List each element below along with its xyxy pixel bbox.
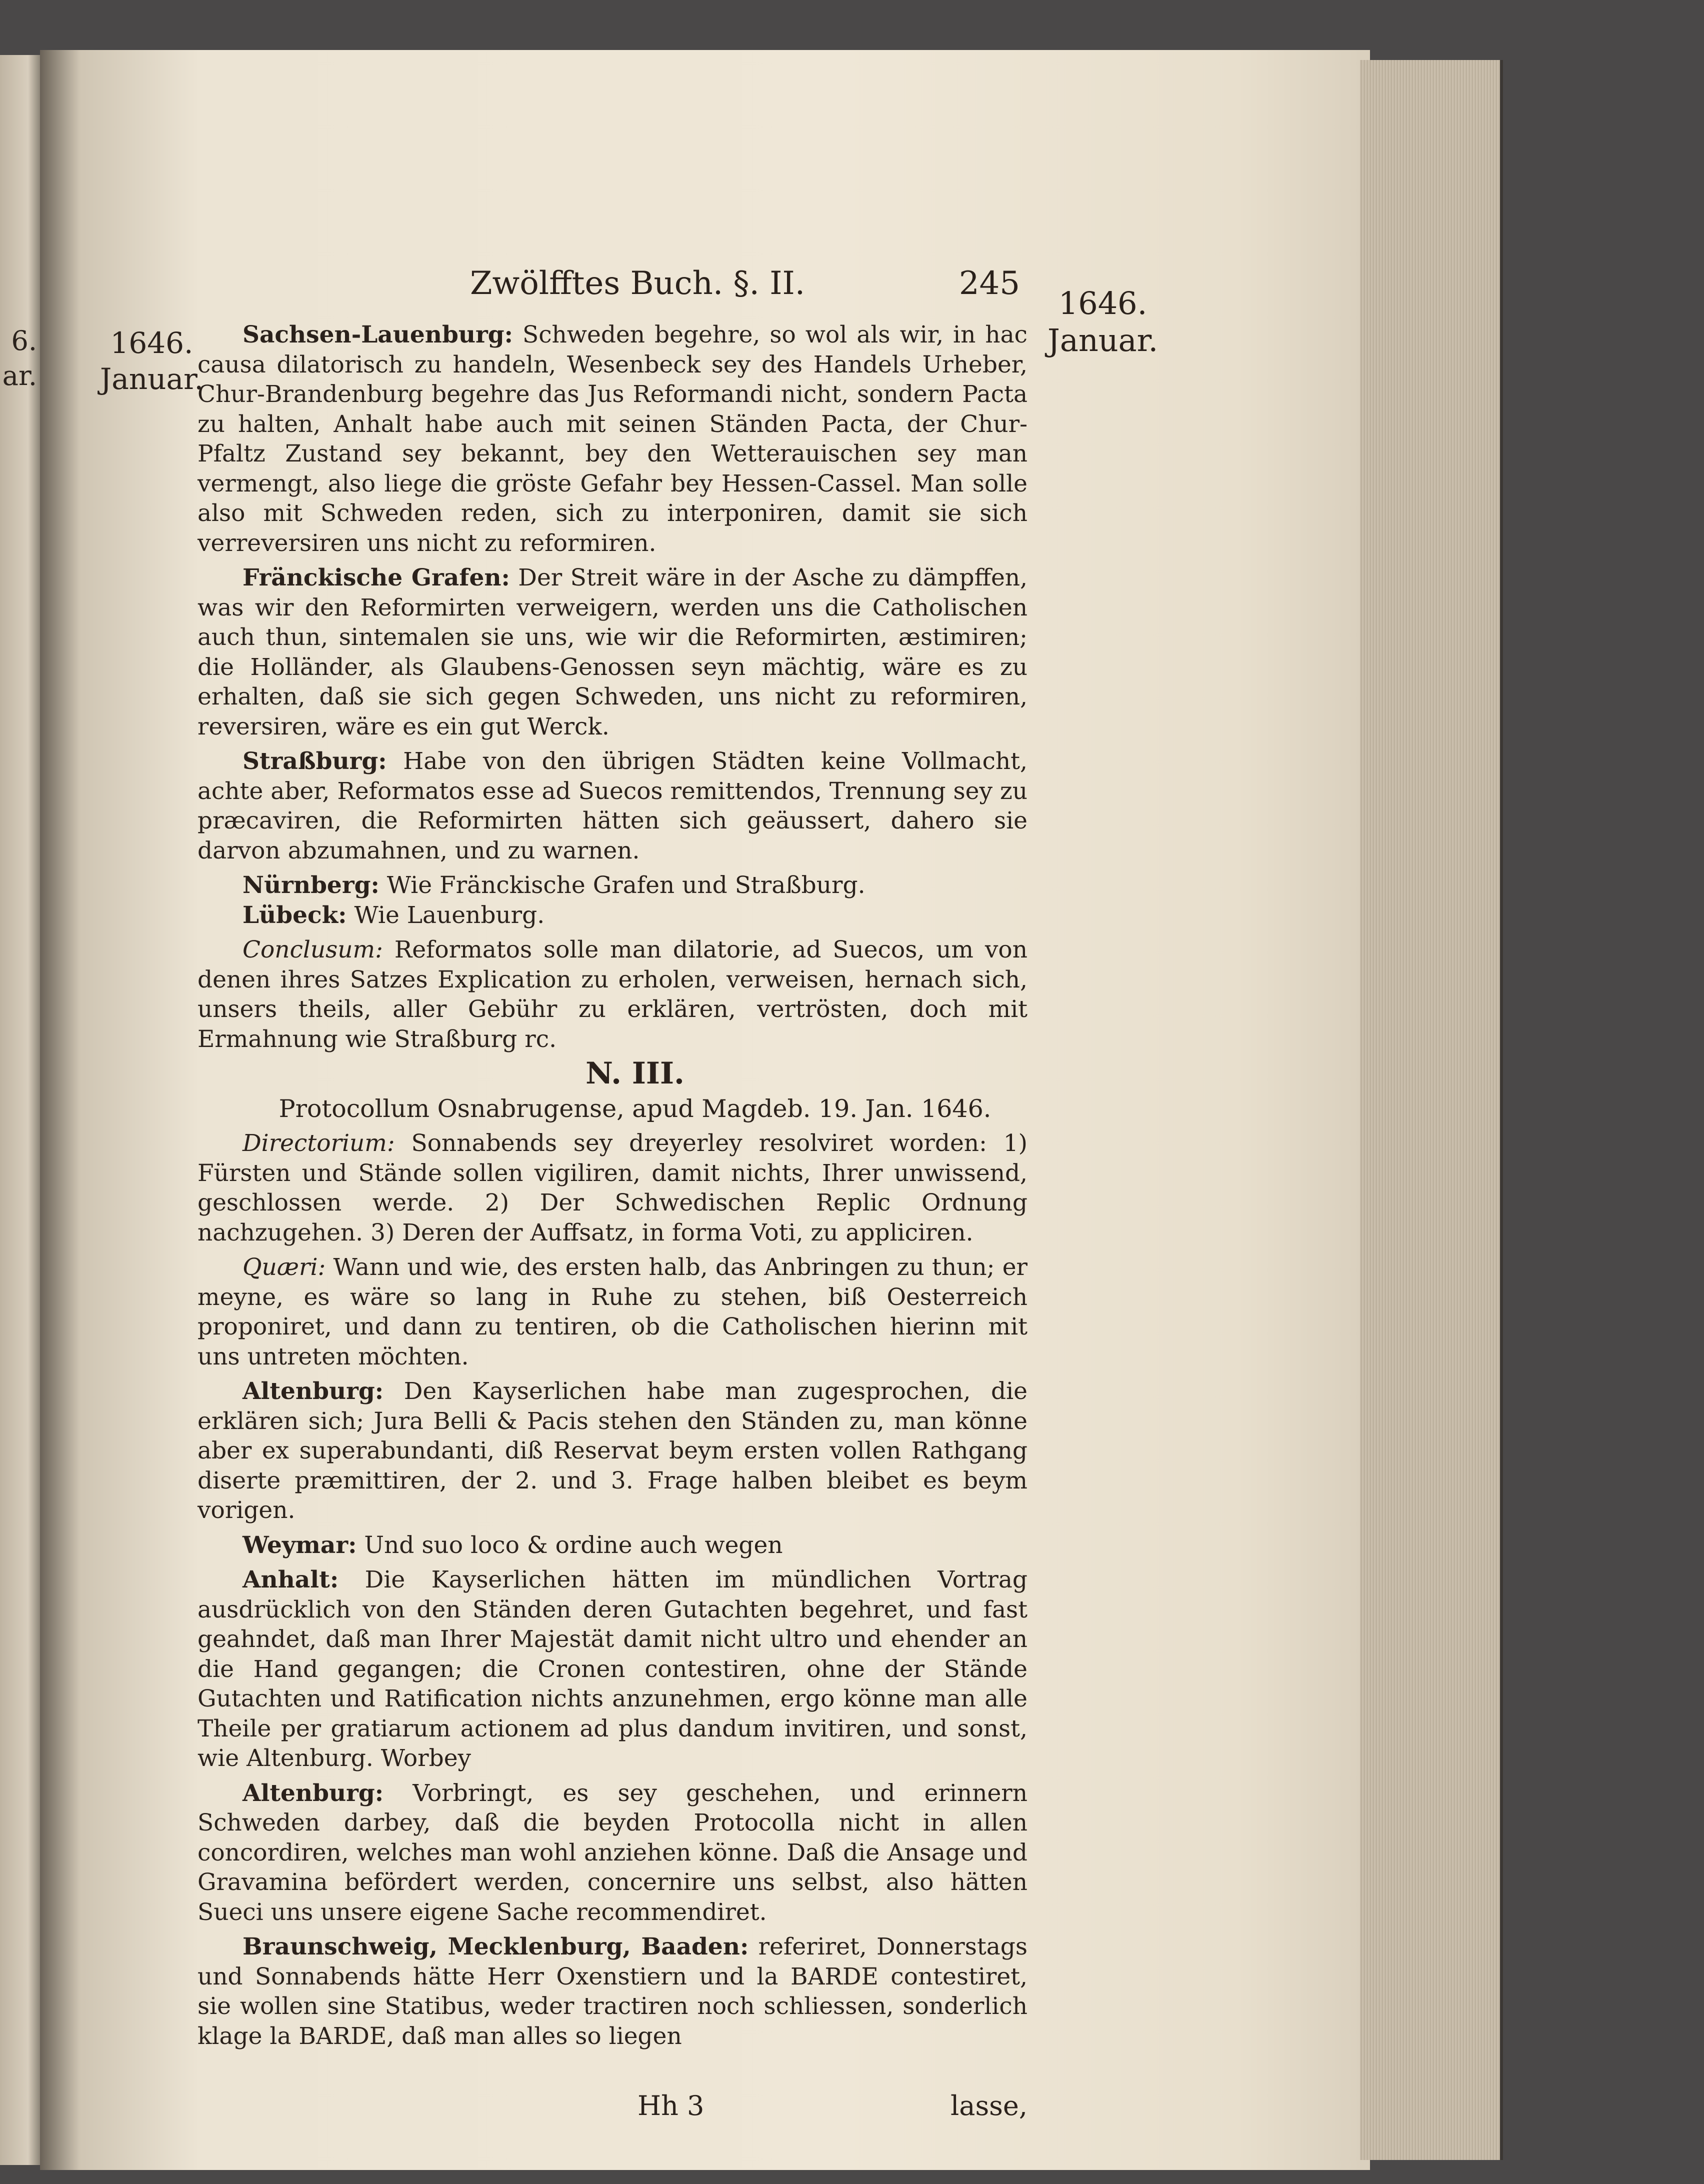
speaker: Conclusum:: [242, 936, 383, 964]
paragraph: [198, 1932, 1028, 2051]
left-margin-note: [100, 325, 204, 397]
paragraph-text: Wie Lauenburg.: [346, 901, 545, 929]
speaker: Lübeck:: [242, 901, 347, 929]
paragraph: [198, 746, 1028, 866]
margin-month: Januar.: [100, 362, 204, 396]
paragraph: [198, 900, 1028, 930]
paragraph-text: Den Kayserlichen habe man zugesprochen, die erklären sich; Jura Belli & Pacis stehen den Ständen zu, man könne aber ex superabundanti, diß Reservat beym ersten vollen Rathgang diserte præmittiren, der 2. und 3. Frage halben bleibet es beym vorigen.: [198, 1378, 1028, 1524]
paragraph: [198, 870, 1028, 900]
paragraph-text: Schweden begehre, so wol als wir, in hac causa dilatorisch zu handeln, Wesenbeck sey des Handels Urheber, Chur-Brandenburg begehre das Jus Reformandi nicht, sondern Pacta zu halten, Anhalt habe auch mit seinen Ständen Pacta, der Chur-Pfaltz Zustand sey bekannt, bey den Wetterauischen sey man vermengt, also liege die gröste Gefahr bey Hessen-Cassel. Man solle also mit Schweden reden, sich zu interponiren, damit sie sich verreversiren uns nicht zu reformiren.: [198, 321, 1028, 557]
paragraph-text: Vorbringt, es sey geschehen, und erinnern Schweden darbey, daß die beyden Protocolla nicht in allen concordiren, welches man wohl anziehen könne. Daß die Ansage und Gravamina befördert werden, concernire uns selbst, also hätten Sueci uns unsere eigene Sache recommendiret.: [198, 1779, 1028, 1926]
speaker: Straßburg:: [242, 748, 387, 775]
paragraph-text: Wann und wie, des ersten halb, das Anbringen zu thun; er meyne, es wäre so lang in Ruhe zu stehen, biß Oesterreich proponiret, und dann zu tentiren, ob die Catholischen hierinn mit uns untreten möchten.: [198, 1254, 1028, 1370]
speaker: Braunschweig, Mecklenburg, Baaden:: [242, 1933, 749, 1960]
speaker: Altenburg:: [242, 1378, 384, 1405]
paragraph: [198, 563, 1028, 742]
catchword: lasse,: [950, 2090, 1028, 2122]
paragraph-text: Der Streit wäre in der Asche zu dämpffen, was wir den Reformirten verweigern, werden uns die Catholischen auch thun, sintemalen sie uns, wie wir die Reformirten, æstimiren; die Holländer, als Glaubens-Genossen seyn mächtig, wäre es zu erhalten, daß sie sich gegen Schweden, uns nicht zu reformiren, reversiren, wäre es ein gut Werck.: [198, 564, 1028, 740]
speaker: Altenburg:: [242, 1779, 384, 1807]
speaker: Weymar:: [242, 1531, 357, 1559]
paragraph: [198, 320, 1028, 558]
speaker: Quæri:: [242, 1254, 326, 1281]
paragraph: [198, 935, 1028, 1054]
paragraph: [198, 1530, 1028, 1560]
paragraph: [198, 1376, 1028, 1526]
paragraph-text: Und suo loco & ordine auch wegen: [356, 1531, 783, 1559]
left-stub-line: 6.: [11, 325, 37, 356]
speaker: Directorium:: [242, 1130, 395, 1157]
right-margin-note: [1048, 285, 1158, 359]
section-heading: N. III.: [586, 1056, 684, 1091]
paragraph: [198, 1128, 1028, 1248]
paragraph-text: Reformatos solle man dilatorie, ad Suecos, um von denen ihres Satzes Explication zu erholen, verweisen, hernach sich, unsers theils, aller Gebühr zu erklären, vertrösten, doch mit Ermahnung wie Straßburg rc.: [198, 936, 1028, 1053]
paragraph-text: Habe von den übrigen Städten keine Vollmacht, achte aber, Reformatos esse ad Suecos remittendos, Trennung sey zu præcaviren, die Reformirten hätten sich geäussert, dahero sie darvon abzumahnen, und zu warnen.: [198, 748, 1028, 864]
paragraph-text: Sonnabends sey dreyerley resolviret worden: 1) Fürsten und Stände sollen vigiliren, damit nichts, Ihrer unwissend, geschlossen werde. 2) Der Schwedischen Replic Ordnung nachzugehen. 3) Deren der Auffsatz, in forma Voti, zu appliciren.: [198, 1130, 1028, 1246]
page-footer: [198, 2090, 1028, 2122]
speaker: Fränckische Grafen:: [242, 564, 510, 592]
speaker: Sachsen-Lauenburg:: [242, 321, 513, 348]
left-stub-line: ar.: [2, 360, 37, 392]
speaker: Anhalt:: [242, 1566, 339, 1594]
margin-year: 1646.: [1058, 285, 1148, 322]
page-block-edge: [1360, 60, 1503, 2160]
paragraph-text: Die Kayserlichen hätten im mündlichen Vortrag ausdrücklich von den Ständen deren Gutachten begehret, und fast geahndet, daß man Ihrer Majestät damit nicht ultro und ehender an die Hand gegangen; die Cronen contestiren, ohne der Stände Gutachten und Ratification nichts anzunehmen, ergo könne man alle Theile per gratiarum actionem ad plus dandum invitiren, und sonst, wie Altenburg. Worbey: [198, 1566, 1028, 1772]
paragraph-text: referiret, Donnerstags und Sonnabends hätte Herr Oxenstiern und la BARDE contestiret, sie wollen sine Statibus, weder tractiren noch schliessen, sonderlich klage la BARDE, daß man alles so liegen: [198, 1933, 1028, 2050]
margin-year: 1646.: [110, 326, 194, 360]
left-page-edge: [0, 55, 40, 2165]
running-head: [470, 265, 1020, 310]
margin-month: Januar.: [1048, 322, 1158, 358]
page-number: 245: [958, 265, 1020, 302]
paragraph-text: Wie Fränckische Grafen und Straßburg.: [379, 872, 866, 899]
paragraph: [198, 1778, 1028, 1928]
signature-mark: Hh 3: [638, 2090, 704, 2122]
running-title: Zwölfftes Buch. §. II.: [470, 265, 806, 302]
paragraph: [198, 1252, 1028, 1372]
paragraph: [198, 1565, 1028, 1774]
speaker: Nürnberg:: [242, 872, 380, 899]
section-subtitle: Protocollum Osnabrugense, apud Magdeb. 19. Jan. 1646.: [278, 1094, 992, 1123]
body-text: [198, 320, 1028, 2056]
